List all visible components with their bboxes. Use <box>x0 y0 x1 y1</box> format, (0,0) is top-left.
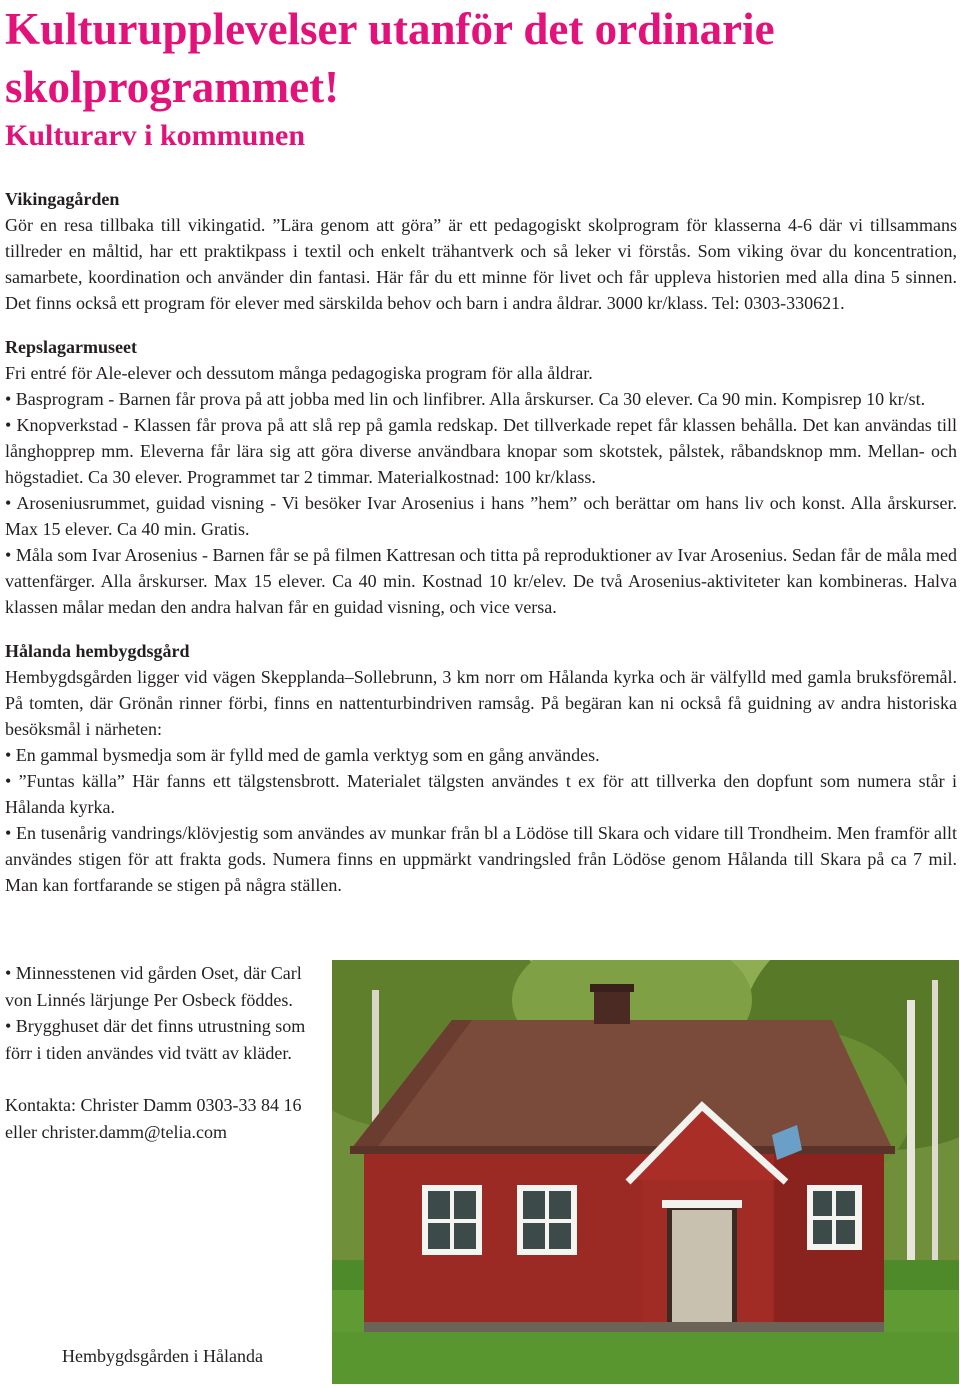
section-paragraph: Hembygdsgården ligger vid vägen Skepplanda–Sollebrunn, 3 km norr om Hålanda kyrka och är välfylld med gamla bruksföremål. På tomten, där Grönån rinner förbi, finns en nattenturbindriven ramsåg. På begäran kan ni också få guidning av andra historiska besöksmål i närheten: <box>5 667 957 739</box>
section-heading: Vikingagården <box>5 189 120 209</box>
page-subtitle: Kulturarv i kommunen <box>5 119 306 152</box>
page-title: Kulturupplevelser utanför det ordinarie skolprogrammet! <box>5 4 775 112</box>
section-heading: Repslagarmuseet <box>5 337 137 357</box>
page <box>5 0 957 1366</box>
list-item: • ”Funtas källa” Här fanns ett tälgstensbrott. Materialet tälgsten användes t ex för att tillverka den dopfunt som numera står i Hålanda kyrka. <box>5 771 957 817</box>
list-item: • Aroseniusrummet, guidad visning - Vi besöker Ivar Arosenius i hans ”hem” och berättar om hans liv och konst. Alla årskurser. Max 15 elever. Ca 40 min. Gratis. <box>5 493 957 539</box>
sidebar <box>5 960 320 1145</box>
list-item: • Minnesstenen vid gården Oset, där Carl von Linnés lärjunge Per Osbeck föddes. <box>5 963 302 1010</box>
contact-info: Kontakta: Christer Damm 0303-33 84 16 eller christer.damm@telia.com <box>5 1095 302 1142</box>
list-item: • Måla som Ivar Arosenius - Barnen får se på filmen Kattresan och titta på reproduktioner av Ivar Arosenius. Sedan får de måla med vattenfärger. Alla årskurser. Max 15 elever. Ca 40 min. Kostnad 10 kr/elev. De två Arosenius-aktiviteter kan kombineras. Halva klassen målar medan den andra halvan får en guidad visning, och vice versa. <box>5 545 957 617</box>
section-paragraph: Fri entré för Ale-elever och dessutom många pedagogiska program för alla åldrar. <box>5 363 593 383</box>
list-item: • Brygghuset där det finns utrustning som förr i tiden användes vid tvätt av kläder. <box>5 1016 306 1063</box>
house-photo <box>332 960 959 1384</box>
list-item: • En gammal bysmedja som är fylld med de gamla verktyg som en gång användes. <box>5 745 600 765</box>
section-repslagarmuseet <box>5 334 957 620</box>
section-vikingagarden <box>5 186 957 316</box>
list-item: • Basprogram - Barnen får prova på att jobba med lin och linfibrer. Alla årskurser. Ca 30 elever. Ca 90 min. Kompisrep 10 kr/st. <box>5 389 926 409</box>
bottom-area <box>5 960 957 1388</box>
section-heading: Hålanda hembygdsgård <box>5 641 190 661</box>
section-paragraph: Gör en resa tillbaka till vikingatid. ”Lära genom att göra” är ett pedagogiskt skolprogram för klasserna 4-6 där vi tillsammans tillreder en måltid, har ett praktikpass i textil och enkelt trähantverk och så leker vi förstås. Som viking övar du koncentration, samarbete, koordination och använder din fantasi. Här får du ett minne för livet och får uppleva historien med alla dina 5 sinnen. Det finns också ett program för elever med särskilda behov och barn i andra åldrar. 3000 kr/klass. Tel: 0303-330621. <box>5 215 957 313</box>
section-halanda-hembygdsgard <box>5 638 957 898</box>
photo-caption: Hembygdsgården i Hålanda <box>62 1346 263 1366</box>
list-item: • En tusenårig vandrings/klövjestig som användes av munkar från bl a Lödöse till Skara och vidare till Trondheim. Men framför allt användes stigen för att frakta gods. Numera finns en uppmärkt vandringsled från Lödöse genom Hålanda till Skara på ca 7 mil. Man kan fortfarande se stigen på några ställen. <box>5 823 957 895</box>
list-item: • Knopverkstad - Klassen får prova på att slå rep på gamla redskap. Det tillverkade repet får klassen behålla. Det kan användas till långhopprep mm. Eleverna får lära sig att göra diverse användbara knopar som skotstek, pålstek, råbandsknop mm. Mellan- och högstadiet. Ca 30 elever. Programmet tar 2 timmar. Materialkostnad: 100 kr/klass. <box>5 415 957 487</box>
